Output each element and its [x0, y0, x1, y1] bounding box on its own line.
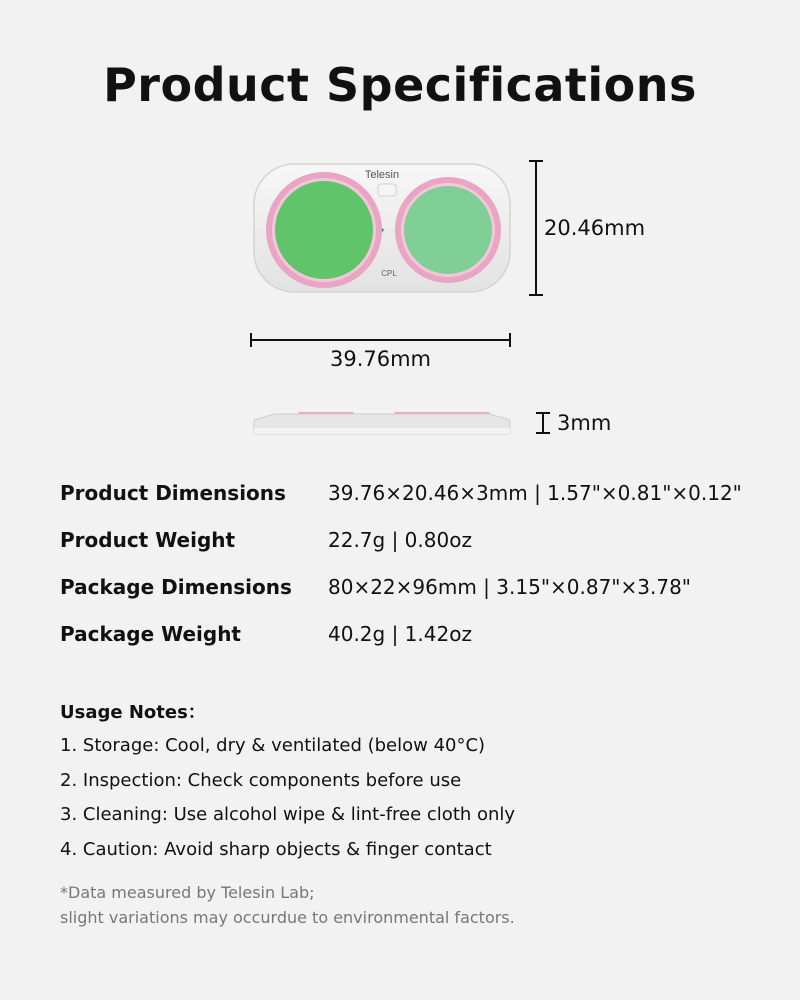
- spec-label: Product Dimensions: [60, 481, 286, 505]
- list-item: 2. Inspection: Check components before use: [60, 769, 462, 791]
- thickness-dimension-line: [536, 412, 550, 434]
- list-item: 1. Storage: Cool, dry & ventilated (below 40°C): [60, 735, 486, 756]
- spec-label: Product Weight: [60, 528, 236, 552]
- spec-value: 39.76×20.46×3mm | 1.57"×0.81"×0.12": [328, 481, 742, 505]
- spec-row: [60, 575, 760, 622]
- list-item: 3. Cleaning: Use alcohol wipe & lint-free cloth only: [60, 804, 516, 825]
- product-top-view-image: [248, 158, 516, 298]
- brand-text: Telesin: [364, 169, 400, 181]
- footnote-line: slight variations may occurdue to environmental factors.: [60, 908, 515, 927]
- footnote-line: *Data measured by Telesin Lab;: [60, 883, 315, 902]
- usage-notes-title: Usage Notes：: [60, 702, 206, 723]
- thickness-dimension-label: 3mm: [557, 411, 612, 435]
- footnote: [60, 880, 515, 930]
- spec-label: Package Dimensions: [60, 575, 292, 599]
- product-side-view-image: [248, 406, 516, 436]
- spec-row: [60, 528, 760, 575]
- page-title: Product Specifications: [103, 58, 697, 112]
- filter-label: CPL: [381, 269, 397, 278]
- usage-notes-list: [60, 735, 515, 873]
- spec-value: 40.2g | 1.42oz: [328, 622, 472, 646]
- spec-table: [60, 481, 760, 669]
- spec-row: [60, 622, 760, 669]
- spec-row: [60, 481, 760, 528]
- list-item: 4. Caution: Avoid sharp objects & finger contact: [60, 838, 492, 860]
- width-dimension-line: [250, 339, 511, 341]
- height-dimension-label: 20.46mm: [544, 216, 646, 240]
- spec-value: 80×22×96mm | 3.15"×0.87"×3.78": [328, 575, 691, 599]
- spec-label: Package Weight: [60, 622, 241, 646]
- width-dimension-label: 39.76mm: [329, 347, 432, 371]
- spec-value: 22.7g | 0.80oz: [328, 528, 472, 552]
